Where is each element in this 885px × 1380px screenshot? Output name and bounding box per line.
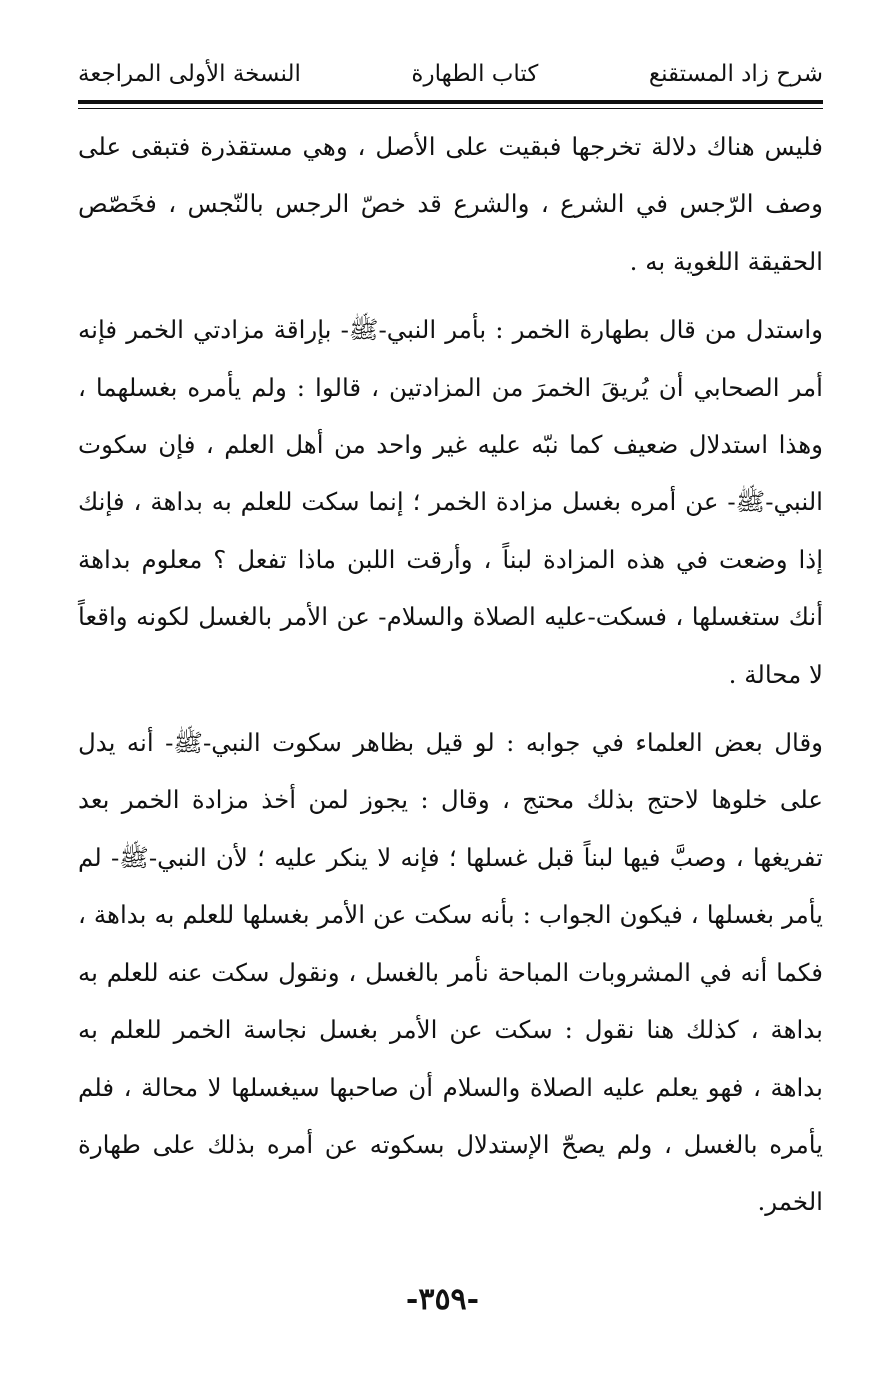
header-rule-thin xyxy=(78,108,823,109)
page-number: -٣٥٩- xyxy=(405,1282,480,1317)
paragraph-1: فليس هناك دلالة تخرجها فبقيت على الأصل ، وهي مستقذرة فتبقى على وصف الرّجس في الشرع ، والشرع قد خصّ الرجس بالنّجس ، فخَصّص الحقيقة اللغوية به . xyxy=(78,132,823,276)
paragraph-3: وقال بعض العلماء في جوابه : لو قيل بظاهر سكوت النبي-ﷺ- أنه يدل على خلوها لاحتج بذلك محتج ، وقال : يجوز لمن أخذ مزادة الخمر بعد تفريغها ، وصبَّ فيها لبناً قبل غسلها ؛ فإنه لا ينكر عليه ؛ لأن النبي-ﷺ- لم يأمر بغسلها ، فيكون الجواب : بأنه سكت عن الأمر بغسلها للعلم به بداهة ، فكما أنه في المشروبات المباحة نأمر بالغسل ، ونقول سكت عنه للعلم به بداهة ، كذلك هنا نقول : سكت عن الأمر بغسل نجاسة الخمر للعلم به بداهة ، فهو يعلم عليه الصلاة والسلام أن صاحبها سيغسلها لا محالة ، فلم يأمره بالغسل ، ولم يصحّ الإستدلال بسكوته عن أمره بذلك على طهارة الخمر. xyxy=(78,728,823,1217)
header-chapter-title: كتاب الطهارة xyxy=(411,61,539,87)
paragraph-2: واستدل من قال بطهارة الخمر : بأمر النبي-ﷺ- بإراقة مزادتي الخمر فإنه أمر الصحابي أن يُريقَ الخمرَ من المزادتين ، قالوا : ولم يأمره بغسلهما ، وهذا استدلال ضعيف كما نبّه عليه غير واحد من أهل العلم ، فإن سكوت النبي-ﷺ- عن أمره بغسل مزادة الخمر ؛ إنما سكت للعلم به بداهة ، فإنك إذا وضعت في هذه المزادة لبناً ، وأرقت اللبن ماذا تفعل ؟ معلوم بداهة أنك ستغسلها ، فسكت-عليه الصلاة والسلام- عن الأمر بالغسل لكونه واقعاً لا محالة . xyxy=(78,315,823,689)
header-edition-note: النسخة الأولى المراجعة xyxy=(78,61,301,87)
header-rule-thick xyxy=(78,100,823,104)
body-text xyxy=(78,118,823,1242)
running-header xyxy=(78,52,823,96)
header-book-title: شرح زاد المستقنع xyxy=(648,61,823,87)
